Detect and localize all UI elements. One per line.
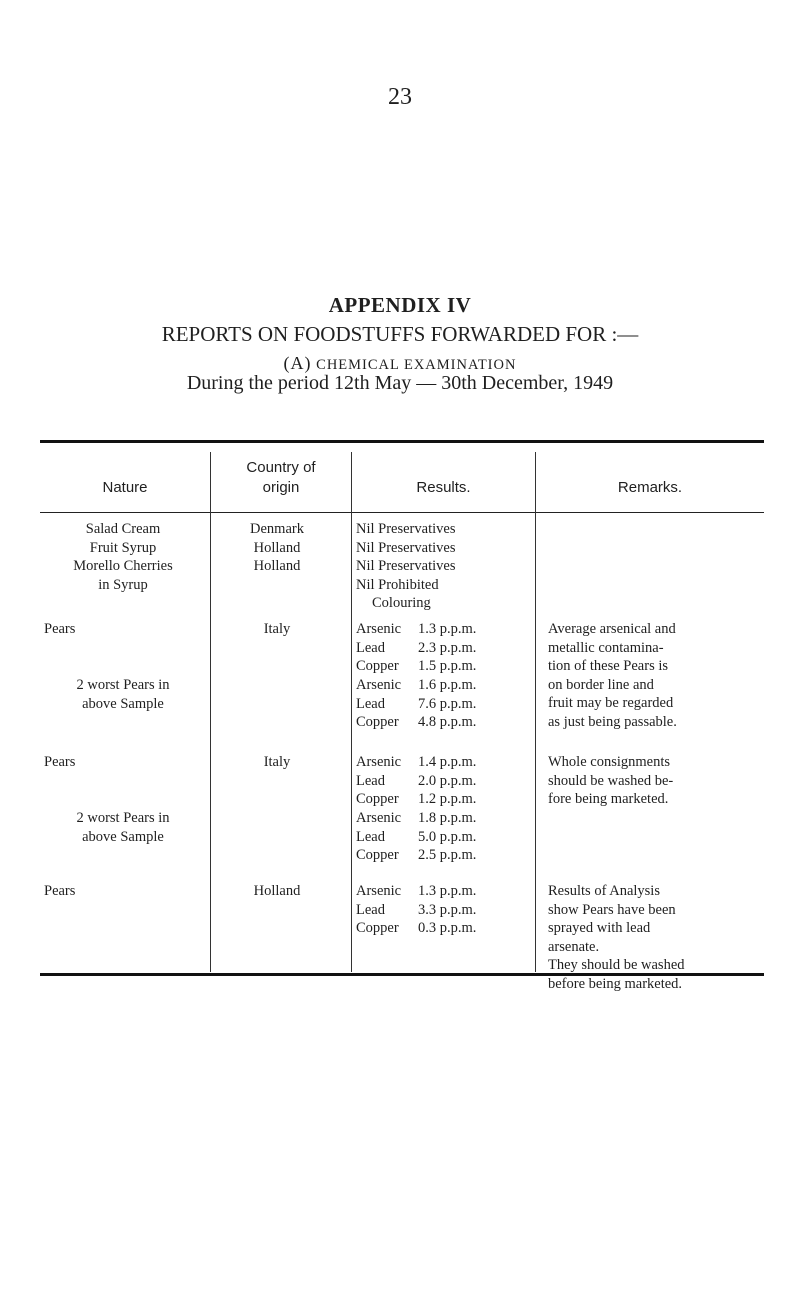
header-nature: Nature bbox=[102, 479, 148, 496]
element-name: Lead bbox=[356, 901, 385, 918]
nature-line: 2 worst Pears in bbox=[76, 677, 170, 693]
element-value: 1.2 p.p.m. bbox=[418, 791, 477, 807]
element-name: Copper bbox=[356, 920, 399, 936]
element-value: 2.3 p.p.m. bbox=[418, 639, 477, 656]
element-value: 0.3 p.p.m. bbox=[418, 920, 477, 936]
remarks-line: before being marketed. bbox=[548, 975, 683, 992]
nature-cell bbox=[40, 882, 206, 901]
result-row bbox=[356, 657, 541, 676]
result-row bbox=[356, 809, 541, 828]
element-name: Copper bbox=[356, 658, 399, 674]
header-results: Results. bbox=[416, 479, 471, 496]
results-cell bbox=[356, 809, 541, 865]
element-value: 1.8 p.p.m. bbox=[418, 810, 477, 826]
result-row bbox=[356, 790, 541, 809]
element-name: Lead bbox=[356, 772, 385, 789]
appendix-title: APPENDIX IV bbox=[328, 293, 472, 317]
country-line: Holland bbox=[253, 539, 301, 556]
element-name: Arsenic bbox=[356, 754, 402, 770]
element-value: 2.0 p.p.m. bbox=[418, 772, 477, 789]
reports-heading: REPORTS ON FOODSTUFFS FORWARDED FOR :— bbox=[161, 322, 639, 346]
page-number: 23 bbox=[388, 84, 412, 110]
table-top-rule bbox=[40, 440, 764, 443]
remarks-line: as just being passable. bbox=[548, 713, 677, 730]
remarks-line: arsenate. bbox=[548, 938, 600, 955]
nature-line: in Syrup bbox=[98, 576, 148, 593]
element-name: Arsenic bbox=[356, 677, 402, 693]
remarks-line: should be washed be- bbox=[548, 772, 674, 789]
result-row bbox=[356, 713, 541, 732]
nature-cell bbox=[40, 520, 206, 594]
element-value: 7.6 p.p.m. bbox=[418, 695, 477, 712]
remarks-line: sprayed with lead bbox=[548, 920, 651, 936]
result-row bbox=[356, 676, 541, 695]
chemical-examination-heading bbox=[0, 353, 800, 374]
nature-line: above Sample bbox=[82, 828, 164, 845]
element-name: Lead bbox=[356, 639, 385, 656]
foodstuffs-table bbox=[40, 440, 764, 992]
nature-cell bbox=[40, 809, 206, 846]
results-line: Nil Preservatives bbox=[356, 521, 456, 537]
remarks-cell bbox=[548, 882, 760, 993]
element-name: Copper bbox=[356, 791, 399, 807]
results-line: Colouring bbox=[372, 595, 431, 611]
remarks-line: on border line and bbox=[548, 676, 654, 693]
country-line: Denmark bbox=[250, 521, 304, 537]
nature-cell bbox=[40, 753, 206, 772]
element-value: 1.6 p.p.m. bbox=[418, 677, 477, 693]
country-cell: Italy bbox=[263, 621, 291, 637]
remarks-line: show Pears have been bbox=[548, 901, 676, 918]
nature-line: Pears bbox=[44, 621, 76, 637]
results-line: Nil Preservatives bbox=[356, 558, 456, 574]
nature-line: Salad Cream bbox=[85, 521, 161, 537]
result-row bbox=[356, 753, 541, 772]
nature-line: Morello Cherries bbox=[73, 558, 173, 574]
remarks-line: Results of Analysis bbox=[548, 883, 660, 899]
element-name: Lead bbox=[356, 695, 385, 712]
element-value: 1.3 p.p.m. bbox=[418, 621, 477, 637]
country-cell: Italy bbox=[263, 754, 291, 770]
results-cell bbox=[356, 676, 541, 732]
results-cell bbox=[356, 520, 541, 613]
nature-line: above Sample bbox=[82, 695, 164, 712]
remarks-cell bbox=[548, 753, 760, 809]
results-line: Nil Prohibited bbox=[356, 576, 439, 593]
element-value: 1.4 p.p.m. bbox=[418, 754, 477, 770]
table-header-rule bbox=[40, 512, 764, 513]
element-value: 5.0 p.p.m. bbox=[418, 828, 477, 845]
remarks-line: They should be washed bbox=[548, 957, 685, 973]
element-value: 1.3 p.p.m. bbox=[418, 883, 477, 899]
result-row bbox=[356, 828, 541, 847]
header-remarks: Remarks. bbox=[617, 479, 683, 496]
nature-cell bbox=[40, 676, 206, 713]
result-row bbox=[356, 772, 541, 791]
element-name: Copper bbox=[356, 714, 399, 730]
period-heading: During the period 12th May — 30th December, 1949 bbox=[186, 372, 614, 394]
country-cell bbox=[212, 520, 342, 576]
element-name: Arsenic bbox=[356, 883, 402, 899]
result-row bbox=[356, 882, 541, 901]
results-line: Nil Preservatives bbox=[356, 539, 456, 556]
element-name: Arsenic bbox=[356, 621, 402, 637]
results-cell bbox=[356, 753, 541, 809]
remarks-line: fruit may be regarded bbox=[548, 695, 674, 711]
element-value: 2.5 p.p.m. bbox=[418, 847, 477, 863]
results-cell bbox=[356, 882, 541, 938]
nature-line: 2 worst Pears in bbox=[76, 810, 170, 826]
result-row bbox=[356, 846, 541, 865]
remarks-line: fore being marketed. bbox=[548, 791, 669, 807]
chemical-prefix: (A) bbox=[283, 353, 312, 373]
chemical-label: CHEMICAL EXAMINATION bbox=[316, 357, 517, 373]
column-divider bbox=[210, 452, 211, 972]
nature-line: Pears bbox=[44, 754, 76, 770]
result-row bbox=[356, 919, 541, 938]
header-country-line: Country of bbox=[246, 459, 316, 476]
element-name: Lead bbox=[356, 828, 385, 845]
result-row bbox=[356, 620, 541, 639]
nature-line: Fruit Syrup bbox=[89, 539, 157, 556]
remarks-line: tion of these Pears is bbox=[548, 658, 669, 674]
nature-line: Pears bbox=[44, 883, 76, 899]
nature-cell bbox=[40, 620, 206, 639]
header-country bbox=[211, 458, 351, 498]
remarks-line: Whole consignments bbox=[548, 754, 671, 770]
country-cell: Holland bbox=[253, 883, 301, 899]
header-country-line: origin bbox=[262, 479, 300, 496]
column-divider bbox=[351, 452, 352, 972]
results-cell bbox=[356, 620, 541, 676]
element-value: 1.5 p.p.m. bbox=[418, 658, 477, 674]
element-name: Copper bbox=[356, 847, 399, 863]
result-row bbox=[356, 695, 541, 714]
remarks-line: Average arsenical and bbox=[548, 621, 676, 637]
result-row bbox=[356, 639, 541, 658]
remarks-cell bbox=[548, 620, 760, 731]
element-name: Arsenic bbox=[356, 810, 402, 826]
result-row bbox=[356, 901, 541, 920]
element-value: 4.8 p.p.m. bbox=[418, 714, 477, 730]
remarks-line: metallic contamina- bbox=[548, 639, 664, 656]
country-line: Holland bbox=[253, 558, 301, 574]
element-value: 3.3 p.p.m. bbox=[418, 901, 477, 918]
